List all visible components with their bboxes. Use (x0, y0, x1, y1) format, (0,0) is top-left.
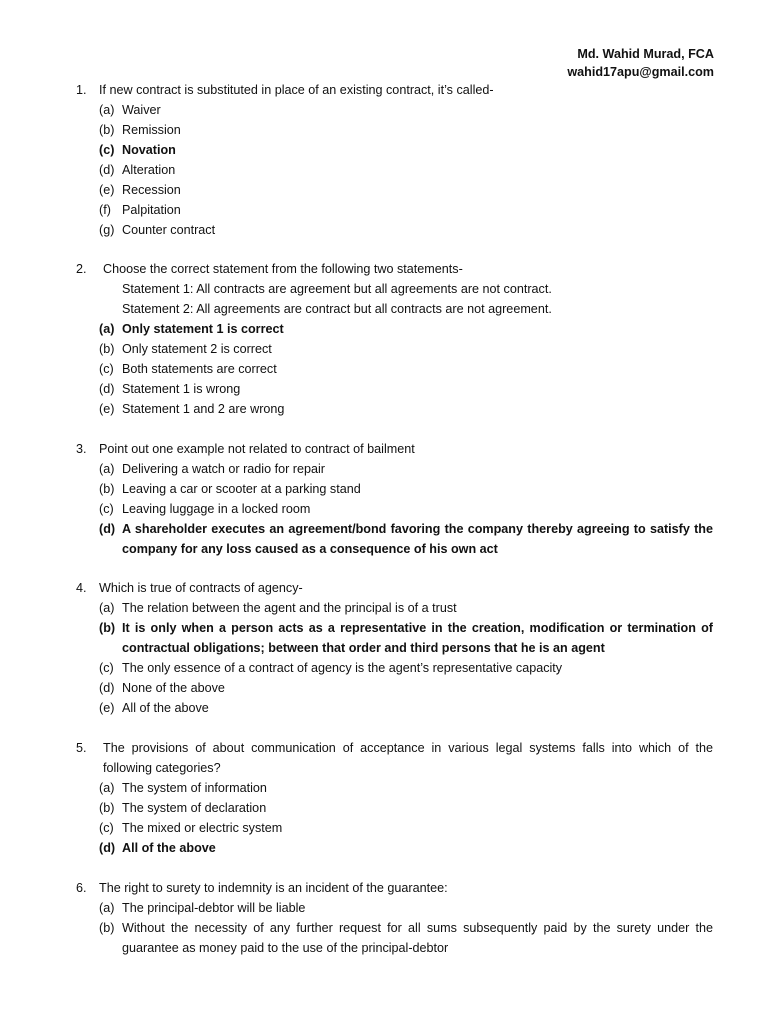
statement-1: Statement 1: All contracts are agreement but all agreements are not contract. (122, 282, 552, 296)
statement-2: Statement 2: All agreements are contract but all contracts are not agreement. (122, 302, 552, 316)
question-1 (76, 80, 713, 240)
option-text: Statement 1 is wrong (122, 382, 241, 396)
option-letter: (b) (99, 621, 116, 635)
option (76, 220, 713, 240)
option-letter: (c) (99, 143, 115, 157)
option-letter: (e) (99, 701, 115, 715)
option-letter: (a) (99, 781, 115, 795)
author-name: Md. Wahid Murad, FCA (577, 47, 714, 61)
option (76, 658, 713, 678)
option-text: Waiver (122, 103, 161, 117)
option-text: The relation between the agent and the principal is of a trust (122, 601, 457, 615)
option-text: Without the necessity of any further request for all sums subsequently paid by the surety under the guarantee as money paid to the use of the principal-debtor (122, 921, 713, 955)
option-text: Recession (122, 183, 181, 197)
option-letter: (e) (99, 402, 115, 416)
option-correct (76, 519, 713, 559)
option-letter: (d) (99, 382, 115, 396)
question-5 (76, 738, 713, 858)
author-email: wahid17apu@gmail.com (567, 65, 714, 79)
option (76, 499, 713, 519)
option (76, 898, 713, 918)
option-text: Statement 1 and 2 are wrong (122, 402, 285, 416)
question-number: 3. (76, 442, 87, 456)
option (76, 120, 713, 140)
option-letter: (d) (99, 163, 115, 177)
option-text: None of the above (122, 681, 225, 695)
option (76, 399, 713, 419)
option-text: Remission (122, 123, 181, 137)
question-text: The provisions of about communication of acceptance in various legal systems falls into which of the following categories? (103, 741, 713, 775)
option-text: Leaving luggage in a locked room (122, 502, 311, 516)
option-letter: (d) (99, 681, 115, 695)
option-letter: (a) (99, 103, 115, 117)
option (76, 778, 713, 798)
option-text: The system of information (122, 781, 267, 795)
option (76, 479, 713, 499)
question-text: Which is true of contracts of agency- (99, 581, 303, 595)
question-text: Choose the correct statement from the following two statements- (103, 262, 463, 276)
option (76, 180, 713, 200)
option (76, 678, 713, 698)
option (76, 359, 713, 379)
option (76, 698, 713, 718)
option-text: Alteration (122, 163, 176, 177)
option-letter: (g) (99, 223, 115, 237)
author-header (567, 45, 714, 81)
option-text: Novation (122, 143, 176, 157)
option-text: All of the above (122, 841, 216, 855)
option-letter: (b) (99, 921, 115, 935)
option-correct (76, 838, 713, 858)
option-letter: (f) (99, 203, 111, 217)
option-text: The only essence of a contract of agency is the agent’s representative capacity (122, 661, 563, 675)
option (76, 200, 713, 220)
option-text: A shareholder executes an agreement/bond favoring the company thereby agreeing to satisfy the company for any loss caused as a consequence of his own act (122, 522, 713, 556)
question-number: 4. (76, 581, 87, 595)
option-text: Palpitation (122, 203, 181, 217)
question-text: Point out one example not related to contract of bailment (99, 442, 415, 456)
question-number: 5. (76, 741, 87, 755)
option-letter: (d) (99, 841, 116, 855)
option-letter: (d) (99, 522, 116, 536)
option-text: Counter contract (122, 223, 216, 237)
question-number: 2. (76, 262, 87, 276)
question-number: 6. (76, 881, 87, 895)
option-correct (76, 618, 713, 658)
option (76, 598, 713, 618)
option (76, 918, 713, 958)
option (76, 798, 713, 818)
option-letter: (e) (99, 183, 115, 197)
option (76, 339, 713, 359)
question-text: The right to surety to indemnity is an incident of the guarantee: (99, 881, 448, 895)
question-3 (76, 439, 713, 559)
question-2 (76, 259, 713, 419)
option (76, 100, 713, 120)
option-text: The principal-debtor will be liable (122, 901, 306, 915)
option-letter: (c) (99, 362, 114, 376)
option-correct (76, 319, 713, 339)
option-text: Only statement 2 is correct (122, 342, 272, 356)
option-letter: (c) (99, 502, 114, 516)
option-letter: (a) (99, 322, 115, 336)
question-text: If new contract is substituted in place of an existing contract, it’s called- (99, 83, 494, 97)
option-letter: (a) (99, 462, 115, 476)
option-letter: (b) (99, 801, 115, 815)
question-number: 1. (76, 83, 87, 97)
option-letter: (a) (99, 601, 115, 615)
option-text: All of the above (122, 701, 209, 715)
option (76, 459, 713, 479)
option-letter: (c) (99, 821, 114, 835)
option (76, 379, 713, 399)
question-4 (76, 578, 713, 718)
option-correct (76, 140, 713, 160)
option-text: The mixed or electric system (122, 821, 283, 835)
option-letter: (c) (99, 661, 114, 675)
option-letter: (b) (99, 123, 115, 137)
option-text: Delivering a watch or radio for repair (122, 462, 325, 476)
option-text: The system of declaration (122, 801, 267, 815)
option (76, 160, 713, 180)
option-letter: (b) (99, 342, 115, 356)
option-text: Both statements are correct (122, 362, 277, 376)
option-letter: (a) (99, 901, 115, 915)
option-text: It is only when a person acts as a representative in the creation, modification or termination of contractual obligations; between that order and third persons that he is an agent (122, 621, 713, 655)
option-text: Leaving a car or scooter at a parking stand (122, 482, 361, 496)
option-letter: (b) (99, 482, 115, 496)
question-6 (76, 878, 713, 958)
option (76, 818, 713, 838)
option-text: Only statement 1 is correct (122, 322, 284, 336)
